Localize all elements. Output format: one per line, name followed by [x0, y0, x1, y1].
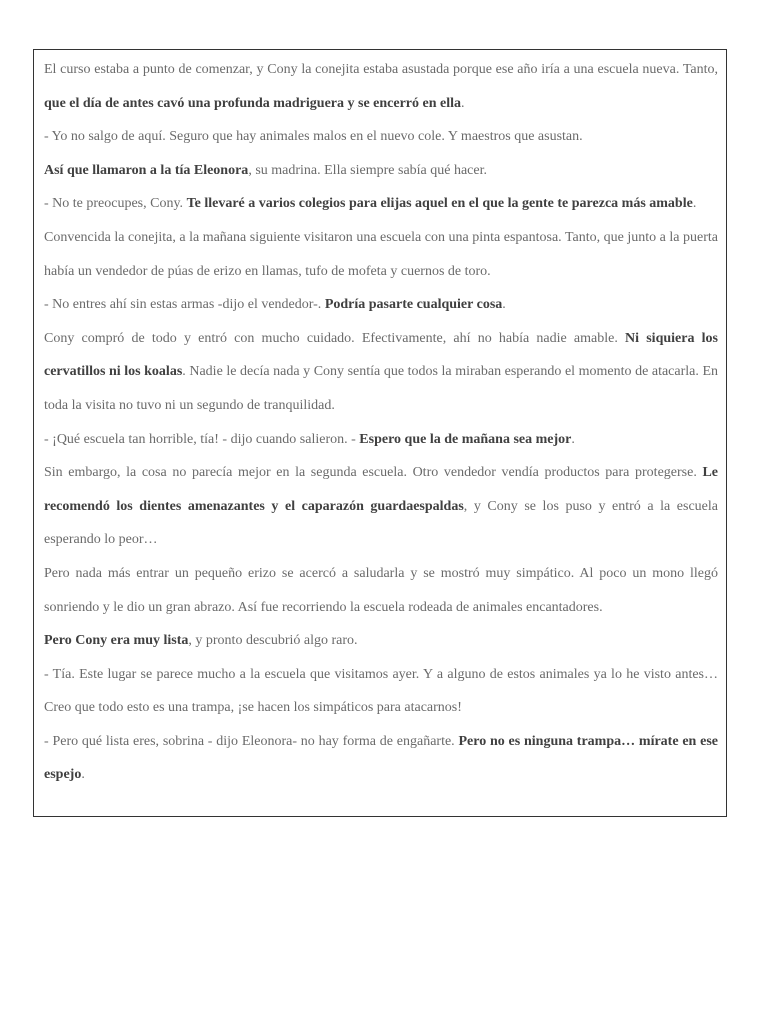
story-paragraph — [44, 221, 718, 288]
story-text-run: - Tía. Este lugar se parece mucho a la escuela que visitamos ayer. Y a alguno de estos animales ya lo he visto antes… Creo que todo esto es una trampa, ¡se hacen los simpáticos para atacarnos! — [44, 666, 718, 716]
story-text-run: - ¡Qué escuela tan horrible, tía! - dijo cuando salieron. - — [44, 431, 360, 447]
story-text-run: Cony compró de todo y entró con mucho cuidado. Efectivamente, ahí no había nadie amable. — [44, 330, 626, 346]
emphasized-text: Ni siquiera los cervatillos ni los koalas — [44, 330, 718, 380]
story-text-run: Convencida la conejita, a la mañana siguiente visitaron una escuela con una pinta espantosa. Tanto, que junto a la puerta había un vendedor de púas de erizo en llamas, tufo de mofeta y cuernos de toro. — [44, 229, 718, 279]
emphasized-text: que el día de antes cavó una profunda madriguera y se encerró en ella — [44, 95, 462, 111]
story-paragraph — [44, 725, 718, 792]
story-text-run: Sin embargo, la cosa no parecía mejor en la segunda escuela. Otro vendedor vendía productos para protegerse. — [44, 465, 703, 481]
story-body — [44, 53, 718, 792]
story-text-run: . — [502, 297, 506, 313]
emphasized-text: Así que llamaron a la tía Eleonora — [44, 162, 249, 178]
story-paragraph — [44, 187, 718, 221]
story-text-run: . — [81, 767, 85, 783]
story-paragraph — [44, 120, 718, 154]
story-text-run: . — [571, 431, 575, 447]
story-paragraph — [44, 322, 718, 423]
story-text-box — [33, 49, 727, 817]
story-paragraph — [44, 423, 718, 457]
story-text-run: , y Cony se los puso y entró a la escuela esperando lo peor… — [44, 498, 719, 548]
story-text-run: , su madrina. Ella siempre sabía qué hacer. — [248, 162, 488, 178]
emphasized-text: Pero Cony era muy lista — [44, 633, 189, 649]
story-paragraph — [44, 456, 718, 557]
emphasized-text: Te llevaré a varios colegios para elijas aquel en el que la gente te parezca más amable — [186, 196, 693, 212]
story-text-run: . Nadie le decía nada y Cony sentía que todos la miraban esperando el momento de atacarla. En toda la visita no tuvo ni un segundo de tranquilidad. — [44, 364, 718, 413]
emphasized-text: Pero no es ninguna trampa… mírate en ese espejo — [44, 733, 718, 783]
story-paragraph — [44, 53, 718, 120]
story-paragraph — [44, 288, 718, 322]
emphasized-text: Espero que la de mañana sea mejor — [359, 431, 572, 447]
story-text-run: El curso estaba a punto de comenzar, y Cony la conejita estaba asustada porque ese año iría a una escuela nueva. Tanto, — [44, 62, 718, 77]
story-paragraph — [44, 557, 718, 624]
story-text-run: Pero nada más entrar un pequeño erizo se acercó a saludarla y se mostró muy simpático. Al poco un mono llegó sonriendo y le dio un gran abrazo. Así fue recorriendo la escuela rodeada de animales encantadores. — [44, 565, 718, 615]
story-text-run: - Yo no salgo de aquí. Seguro que hay animales malos en el nuevo cole. Y maestros que asustan. — [44, 129, 583, 145]
story-paragraph — [44, 624, 718, 658]
story-text-run: - No te preocupes, Cony. — [44, 196, 187, 212]
story-text-run: , y pronto descubrió algo raro. — [188, 633, 358, 649]
story-text-run: - No entres ahí sin estas armas -dijo el vendedor-. — [44, 297, 325, 313]
emphasized-text: Le recomendó los dientes amenazantes y el caparazón guardaespaldas — [44, 465, 718, 514]
emphasized-text: Podría pasarte cualquier cosa — [324, 297, 503, 313]
story-paragraph — [44, 658, 718, 725]
story-text-run: - Pero qué lista eres, sobrina - dijo Eleonora- no hay forma de engañarte. — [44, 733, 459, 749]
story-text-run: . — [692, 196, 697, 212]
story-text-run: . — [461, 95, 465, 111]
story-paragraph — [44, 154, 718, 188]
